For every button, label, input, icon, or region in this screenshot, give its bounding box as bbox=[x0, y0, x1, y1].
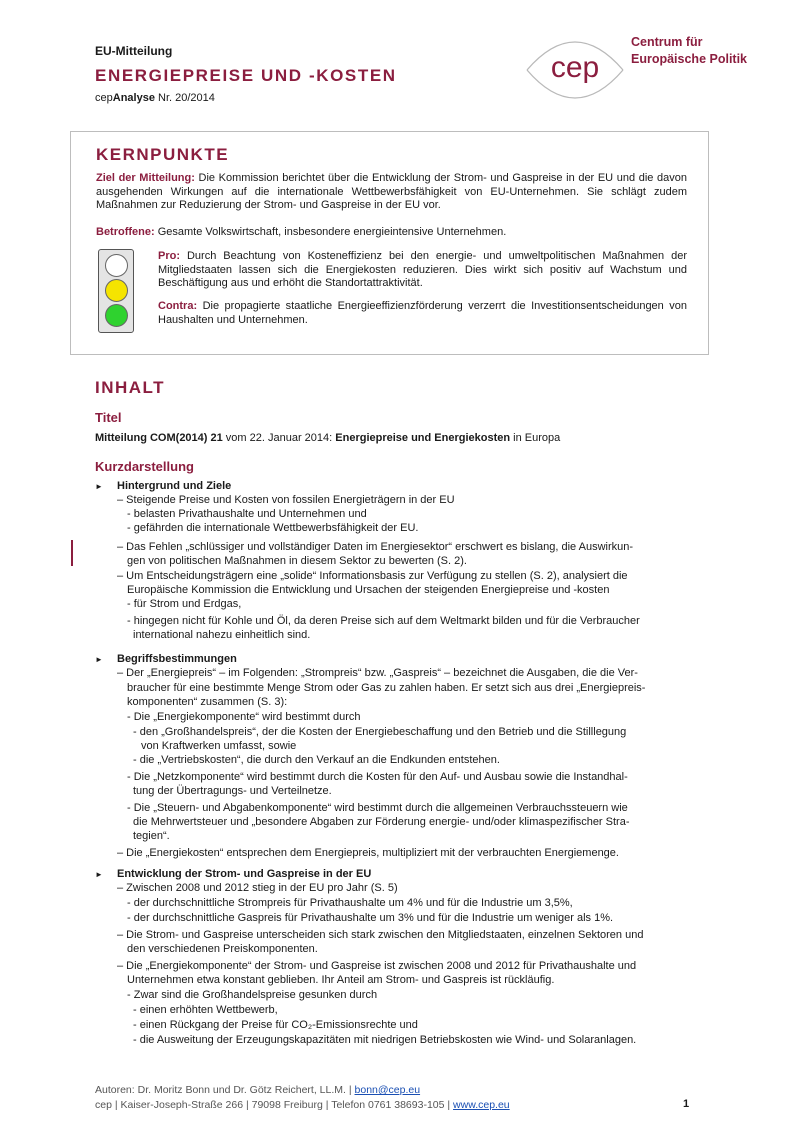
traffic-light-green bbox=[105, 304, 128, 327]
body-line: den verschiedenen Preiskomponenten. bbox=[127, 943, 318, 955]
body-line: – Das Fehlen „schlüssiger und vollständiger Daten im Energiesektor“ erschwert es bislang, die Auswirkun- bbox=[117, 541, 634, 553]
body-line: – Zwischen 2008 und 2012 stieg in der EU pro Jahr (S. 5) bbox=[117, 882, 398, 894]
document-title: ENERGIEPREISE UND -KOSTEN bbox=[95, 66, 397, 85]
body-line: gen von politischen Maßnahmen in diesem Sektor zu bewerten (S. 2). bbox=[127, 555, 467, 567]
footer-authors: Autoren: Dr. Moritz Bonn und Dr. Götz Reichert, LL.M. | bonn@cep.eu bbox=[95, 1084, 421, 1096]
cep-logo-mark bbox=[523, 30, 627, 102]
traffic-light-white bbox=[105, 254, 128, 277]
body-line: - Die „Netzkomponente“ wird bestimmt durch die Kosten für den Auf- und Ausbau sowie die Instandhal- bbox=[127, 771, 628, 783]
body-line: - Die „Steuern- und Abgabenkomponente“ wird bestimmt durch die allgemeinen Verbrauchssteuern wie bbox=[127, 802, 628, 814]
body-line: international nahezu einheitlich sind. bbox=[133, 629, 311, 641]
body-line: - den „Großhandelspreis“, der die Kosten der Energiebeschaffung und den Betrieb und die Stilllegung bbox=[133, 726, 627, 738]
titel-line: Mitteilung COM(2014) 21 vom 22. Januar 2014: Energiepreise und Energiekosten in Europa bbox=[95, 432, 561, 444]
change-bar bbox=[71, 540, 73, 566]
kernpunkte-title: KERNPUNKTE bbox=[96, 145, 230, 164]
body-line: - hingegen nicht für Kohle und Öl, da deren Preise sich auf dem Weltmarkt bilden und für die Verbraucher bbox=[127, 615, 640, 627]
website-link[interactable]: www.cep.eu bbox=[453, 1099, 510, 1111]
body-line: tung der Übertragungs- und Verteilnetze. bbox=[133, 785, 332, 797]
subsection-heading: Begriffsbestimmungen bbox=[117, 653, 237, 665]
betroffene-paragraph: Betroffene: Gesamte Volkswirtschaft, insbesondere energieintensive Unternehmen. bbox=[96, 226, 507, 238]
document-header bbox=[95, 35, 755, 114]
subsection-heading: Entwicklung der Strom- und Gaspreise in der EU bbox=[117, 868, 372, 880]
contra-paragraph: Contra: Die propagierte staatliche Energieeffizienzförderung verzerrt die Investitionsentscheidungen von Haushalten und Unternehmen. bbox=[158, 300, 687, 326]
kernpunkte-box bbox=[70, 131, 709, 355]
body-line: – Die Strom- und Gaspreise unterscheiden sich stark zwischen den Mitgliedstaaten, einzelnen Sektoren und bbox=[117, 929, 644, 941]
body-line: – Steigende Preise und Kosten von fossilen Energieträgern in der EU bbox=[117, 494, 455, 506]
body-line: - die Ausweitung der Erzeugungskapazitäten mit niedrigen Betriebskosten wie Wind- und Solaranlagen. bbox=[133, 1034, 637, 1046]
traffic-light-yellow bbox=[105, 279, 128, 302]
body-line: – Die „Energiekomponente“ der Strom- und Gaspreise ist zwischen 2008 und 2012 für Privathaushalte und bbox=[117, 960, 637, 972]
ziel-paragraph: Ziel der Mitteilung: Die Kommission berichtet über die Entwicklung der Strom- und Gaspreise in der EU und die davon ausgehenden Wirkungen auf die internationale Wettbewerbsfähigkeit von EU-Unternehmen. Sie schlägt zudem Maßnahmen zur Reduzierung der Strom- und Gaspreise in der EU vor. bbox=[96, 172, 687, 212]
analysis-number: cepAnalyse Nr. 20/2014 bbox=[95, 92, 215, 104]
subsection-heading: Hintergrund und Ziele bbox=[117, 480, 232, 492]
inhalt-title: INHALT bbox=[95, 378, 166, 397]
footer-address: cep | Kaiser-Joseph-Straße 266 | 79098 Freiburg | Telefon 0761 38693-105 | www.cep.eu bbox=[95, 1099, 510, 1111]
body-line: - der durchschnittliche Strompreis für Privathaushalte um 4% und für die Industrie um 3,5%, bbox=[127, 897, 573, 909]
bullet-arrow-icon: ► bbox=[95, 482, 103, 491]
page-number: 1 bbox=[683, 1098, 690, 1110]
body-line: - einen erhöhten Wettbewerb, bbox=[133, 1004, 278, 1016]
pro-paragraph: Pro: Durch Beachtung von Kosteneffizienz bei den energie- und umweltpolitischen Maßnahmen der Mitgliedstaaten lassen sich die Energiekosten reduzieren. Dies wirkt sich positiv auf Wachstum und Beschäftigung aus und erhöht die Standortattraktivität. bbox=[158, 250, 687, 290]
body-line: tegien“. bbox=[133, 830, 170, 842]
body-line: – Um Entscheidungsträgern eine „solide“ Informationsbasis zur Verfügung zu stellen (S. 2), analysiert die bbox=[117, 570, 628, 582]
body-line: - die „Vertriebskosten“, die durch den Verkauf an die Endkunden entstehen. bbox=[133, 754, 500, 766]
body-line: - der durchschnittliche Gaspreis für Privathaushalte um 3% und für die Industrie um weniger als 1%. bbox=[127, 912, 614, 924]
body-line: braucher für eine bestimmte Menge Strom oder Gas zu zahlen haben. Er setzt sich aus drei „Energiepreis- bbox=[127, 682, 646, 694]
body-line: die Mehrwertsteuer und „besondere Abgaben zur Förderung energie- und/oder klimaspezifischer Stra- bbox=[133, 816, 630, 828]
body-line: von Kraftwerken umfasst, sowie bbox=[141, 740, 297, 752]
logo-text: Centrum für Europäische Politik bbox=[631, 35, 748, 66]
body-line: - Zwar sind die Großhandelspreise gesunken durch bbox=[127, 989, 378, 1001]
body-line: Europäische Kommission die Entwicklung und Ursachen der steigenden Energiepreise und -kosten bbox=[127, 584, 610, 596]
body-line: – Die „Energiekosten“ entsprechen dem Energiepreis, multipliziert mit der verbrauchten Energiemenge. bbox=[117, 847, 619, 859]
page-footer bbox=[95, 1083, 695, 1113]
titel-heading: Titel bbox=[95, 410, 122, 425]
bullet-arrow-icon: ► bbox=[95, 655, 103, 664]
logo-wordmark: cep bbox=[550, 51, 600, 84]
bullet-arrow-icon: ► bbox=[95, 870, 103, 879]
kurzdarstellung-heading: Kurzdarstellung bbox=[95, 459, 194, 474]
cep-logo bbox=[523, 30, 763, 102]
body-line: - gefährden die internationale Wettbewerbsfähigkeit der EU. bbox=[127, 522, 419, 534]
body-line: komponenten“ zusammen (S. 3): bbox=[127, 696, 288, 708]
body-line: – Der „Energiepreis“ – im Folgenden: „Strompreis“ bzw. „Gaspreis“ – bezeichnet die Ausgaben, die die Ver- bbox=[117, 667, 638, 679]
traffic-light-icon bbox=[98, 249, 134, 333]
body-line: - einen Rückgang der Preise für CO₂-Emissionsrechte und bbox=[133, 1019, 418, 1031]
body-line: - für Strom und Erdgas, bbox=[127, 598, 242, 610]
author-email-link[interactable]: bonn@cep.eu bbox=[354, 1084, 421, 1096]
eu-label: EU-Mitteilung bbox=[95, 44, 173, 58]
body-line: Unternehmen etwa konstant geblieben. Ihr Anteil am Strom- und Gaspreis ist rückläufig. bbox=[127, 974, 555, 986]
body-line: - belasten Privathaushalte und Unternehmen und bbox=[127, 508, 367, 520]
body-line: - Die „Energiekomponente“ wird bestimmt durch bbox=[127, 711, 361, 723]
